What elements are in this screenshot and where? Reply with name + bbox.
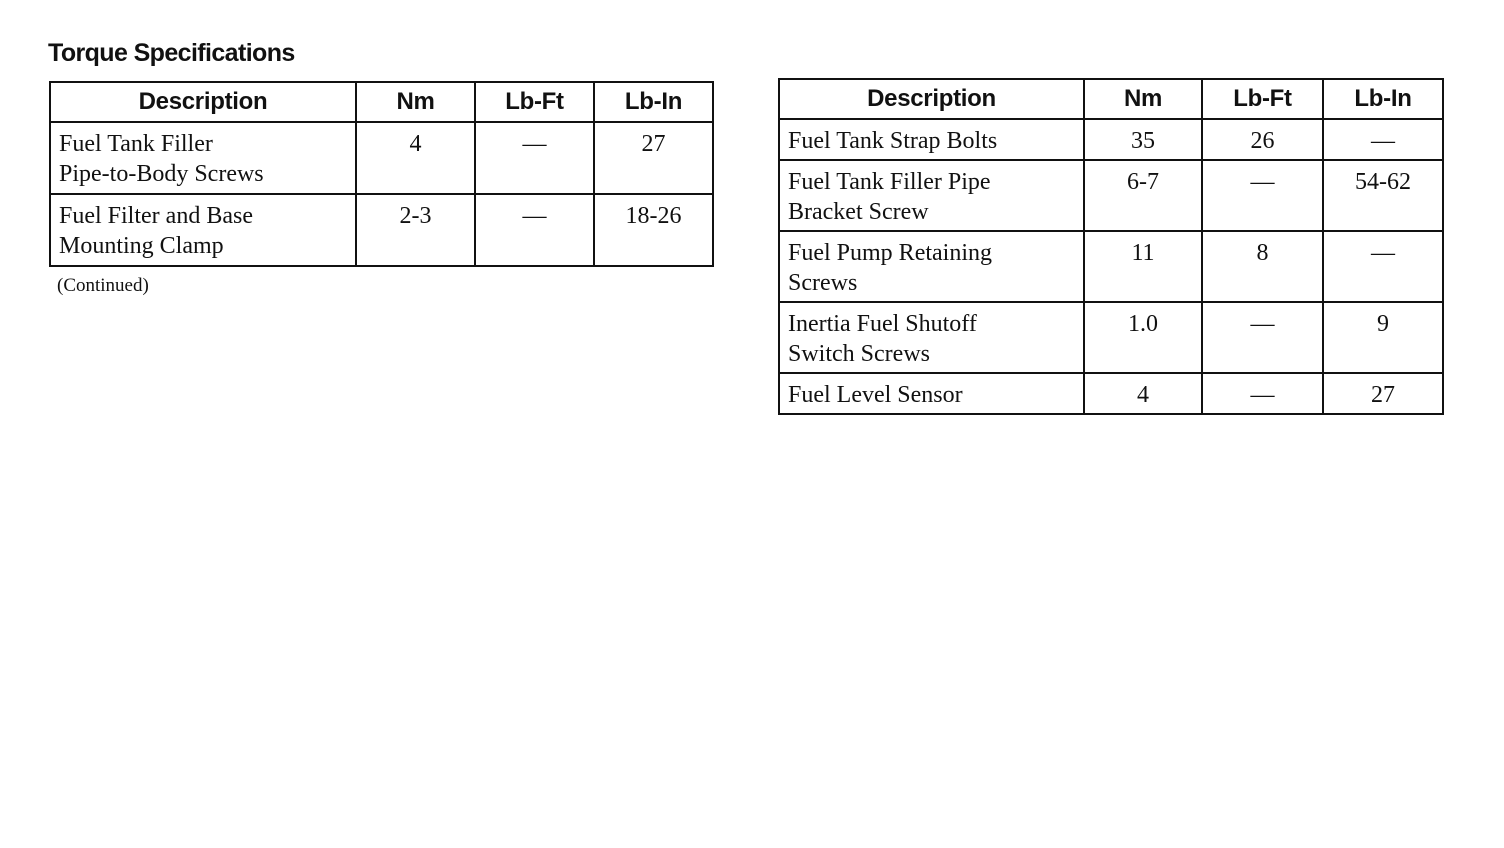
description-cell <box>779 302 1084 373</box>
nm-cell: 1.0 <box>1084 302 1202 373</box>
table-row <box>779 231 1443 302</box>
lb-ft-cell: — <box>1202 373 1323 414</box>
torque-table-right <box>778 78 1444 415</box>
table-row <box>779 160 1443 231</box>
description-cell <box>50 122 356 194</box>
column-header-lb-ft: Lb-Ft <box>475 82 594 122</box>
description-line: Inertia Fuel Shutoff <box>788 311 977 337</box>
lb-in-cell: 18-26 <box>594 194 713 266</box>
description-cell <box>50 194 356 266</box>
description-cell: Fuel Level Sensor <box>779 373 1084 414</box>
lb-in-cell: 27 <box>1323 373 1443 414</box>
lb-ft-cell: 26 <box>1202 119 1323 160</box>
column-header-description: Description <box>50 82 356 122</box>
lb-in-cell: 27 <box>594 122 713 194</box>
nm-cell: 2-3 <box>356 194 475 266</box>
lb-in-cell: 54-62 <box>1323 160 1443 231</box>
lb-in-cell: 9 <box>1323 302 1443 373</box>
description-line: Screws <box>788 270 858 296</box>
description-line: Fuel Tank Filler Pipe <box>788 169 991 195</box>
description-line: Fuel Tank Filler <box>59 131 213 157</box>
lb-in-cell: — <box>1323 119 1443 160</box>
header-row <box>50 82 713 122</box>
table-row <box>50 194 713 266</box>
column-header-lb-in: Lb-In <box>594 82 713 122</box>
description-line: Mounting Clamp <box>59 233 224 259</box>
description-line: Pipe-to-Body Screws <box>59 161 264 187</box>
nm-cell: 6-7 <box>1084 160 1202 231</box>
lb-ft-cell: — <box>1202 302 1323 373</box>
table-row <box>50 122 713 194</box>
nm-cell: 4 <box>356 122 475 194</box>
table-row <box>779 119 1443 160</box>
description-cell <box>779 231 1084 302</box>
lb-ft-cell: — <box>475 194 594 266</box>
column-header-lb-in: Lb-In <box>1323 79 1443 119</box>
column-header-lb-ft: Lb-Ft <box>1202 79 1323 119</box>
lb-ft-cell: — <box>475 122 594 194</box>
column-header-description: Description <box>779 79 1084 119</box>
torque-table-left <box>49 81 714 267</box>
lb-ft-cell: — <box>1202 160 1323 231</box>
column-header-nm: Nm <box>356 82 475 122</box>
description-line: Switch Screws <box>788 341 930 367</box>
description-line: Bracket Screw <box>788 199 929 225</box>
continued-note: (Continued) <box>57 275 149 296</box>
column-header-nm: Nm <box>1084 79 1202 119</box>
nm-cell: 35 <box>1084 119 1202 160</box>
description-cell: Fuel Tank Strap Bolts <box>779 119 1084 160</box>
nm-cell: 4 <box>1084 373 1202 414</box>
description-line: Fuel Filter and Base <box>59 203 253 229</box>
table-row <box>779 373 1443 414</box>
lb-in-cell: — <box>1323 231 1443 302</box>
table-row <box>779 302 1443 373</box>
description-cell <box>779 160 1084 231</box>
nm-cell: 11 <box>1084 231 1202 302</box>
page-title: Torque Specifications <box>48 39 295 67</box>
description-line: Fuel Pump Retaining <box>788 240 992 266</box>
lb-ft-cell: 8 <box>1202 231 1323 302</box>
header-row <box>779 79 1443 119</box>
